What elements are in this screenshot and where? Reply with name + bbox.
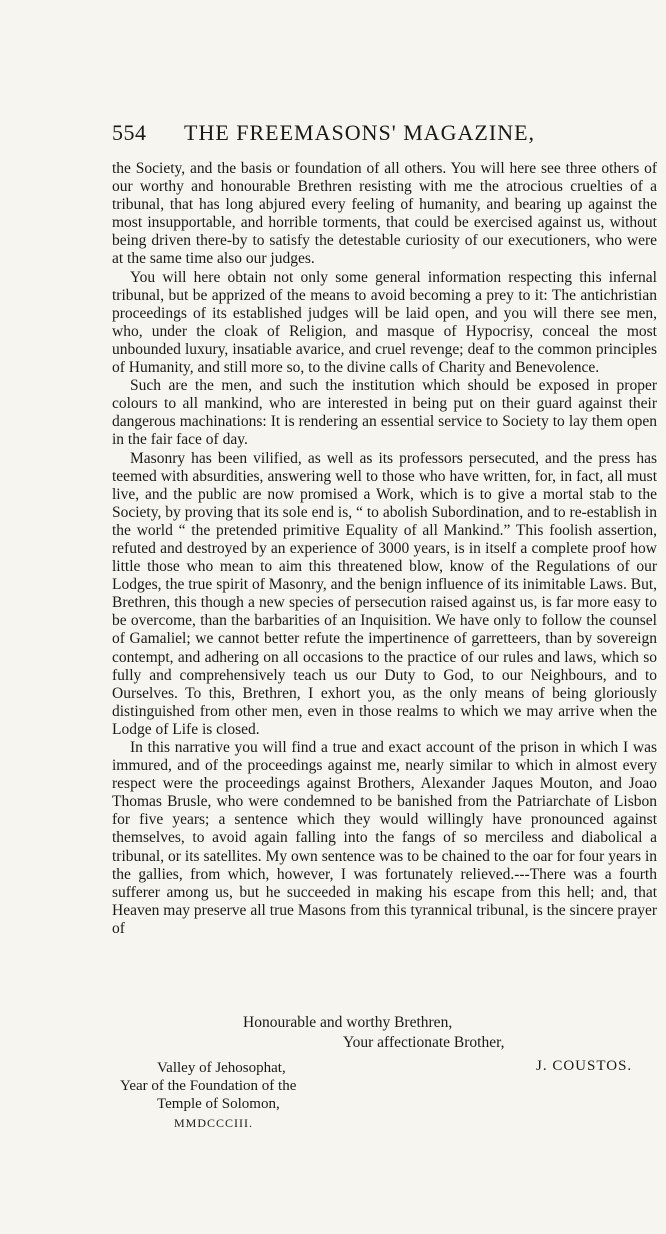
paragraph-4: Masonry has been vilified, as well as its professors persecuted, and the press has teemed with absurdities, answering well to those who have written, for, in fact, all must live, and the public are now promised a Work, which is to give a mortal stab to the Society, by proving that its sole end is, “ to abolish Subordination, and to re-establish in the world “ the pretended primitive Equality of all Mankind.” This foolish assertion, refuted and destroyed by an experience of 3000 years, is in itself a complete proof how little those who mean to aim this threatened blow, know of the Regulations of our Lodges, the true spirit of Masonry, and the benign influence of its inimitable Laws. But, Brethren, this though a new species of persecution raised against us, is far more easy to be overcome, than the barbarities of an Inquisition. We have only to follow the counsel of Gamaliel; we cannot better refute the impertinence of garretteers, than by sovereign contempt, and adhering on all occasions to the practice of our rules and laws, which so fully and comprehensively teach us our Duty to God, to our Neighbours, and to Ourselves. To this, Brethren, I exhort you, as the only means of being gloriously distinguished from other men, even in those realms to which we may arrive when the Lodge of Life is closed. <box>112 449 657 738</box>
paragraph-1: the Society, and the basis or foundation of all others. You will here see three others of our worthy and honourable Brethren resisting with me the atrocious cruelties of a tribunal, that has long abjured every feeling of humanity, and bearing up against the most insupportable, and horrible torments, that could be exercised against us, without being driven there-by to satisfy the detestable curiosity of our executioners, who were at the same time also our judges. <box>112 160 657 268</box>
place-line-3: Temple of Solomon, <box>157 1096 280 1112</box>
place-line-2: Year of the Foundation of the <box>120 1078 297 1094</box>
valediction: Your affectionate Brother, <box>343 1034 505 1051</box>
paragraph-5: In this narrative you will find a true and exact account of the prison in which I was immured, and of the proceedings against me, nearly similar to which in almost every respect were the proceedings against Brothers, Alexander Jaques Mouton, and Joao Thomas Brusle, who were condemned to be banished from the Patriarchate of Lisbon for five years; a sentence which they would willingly have pronounced against themselves, to avoid again falling into the fangs of so merciless and diabolical a tribunal, or its satellites. My own sentence was to be chained to the oar for four years in the gallies, from which, however, I was fortunately relieved.---There was a fourth sufferer among us, but he succeeded in making his escape from this hell; and, that Heaven may preserve all true Masons from this tyrannical tribunal, is the sincere prayer of <box>112 739 657 937</box>
running-title: THE FREEMASONS' MAGAZINE, <box>184 120 536 145</box>
page-number: 554 <box>112 120 147 145</box>
place-line-1: Valley of Jehosophat, <box>157 1060 286 1076</box>
signature: J. COUSTOS. <box>536 1058 633 1074</box>
place-line-4: MMDCCCIII. <box>174 1116 254 1130</box>
page-header <box>112 120 632 156</box>
salutation: Honourable and worthy Brethren, <box>243 1014 453 1031</box>
body-text <box>112 160 657 938</box>
paragraph-3: Such are the men, and such the institution which should be exposed in proper colours to all mankind, who are interested in being put on their guard against their dangerous machinations: It is rendering an essential service to Society to lay them open in the fair face of day. <box>112 377 657 449</box>
paragraph-2: You will here obtain not only some general information respecting this infernal tribunal, but be apprized of the means to avoid becoming a prey to it: The antichristian proceedings of its established judges will be laid open, and you will there see men, who, under the cloak of Religion, and masque of Hypocrisy, conceal the most unbounded luxury, insatiable avarice, and cruel revenge; deaf to the common principles of Humanity, and still more so, to the divine calls of Charity and Benevolence. <box>112 268 657 377</box>
